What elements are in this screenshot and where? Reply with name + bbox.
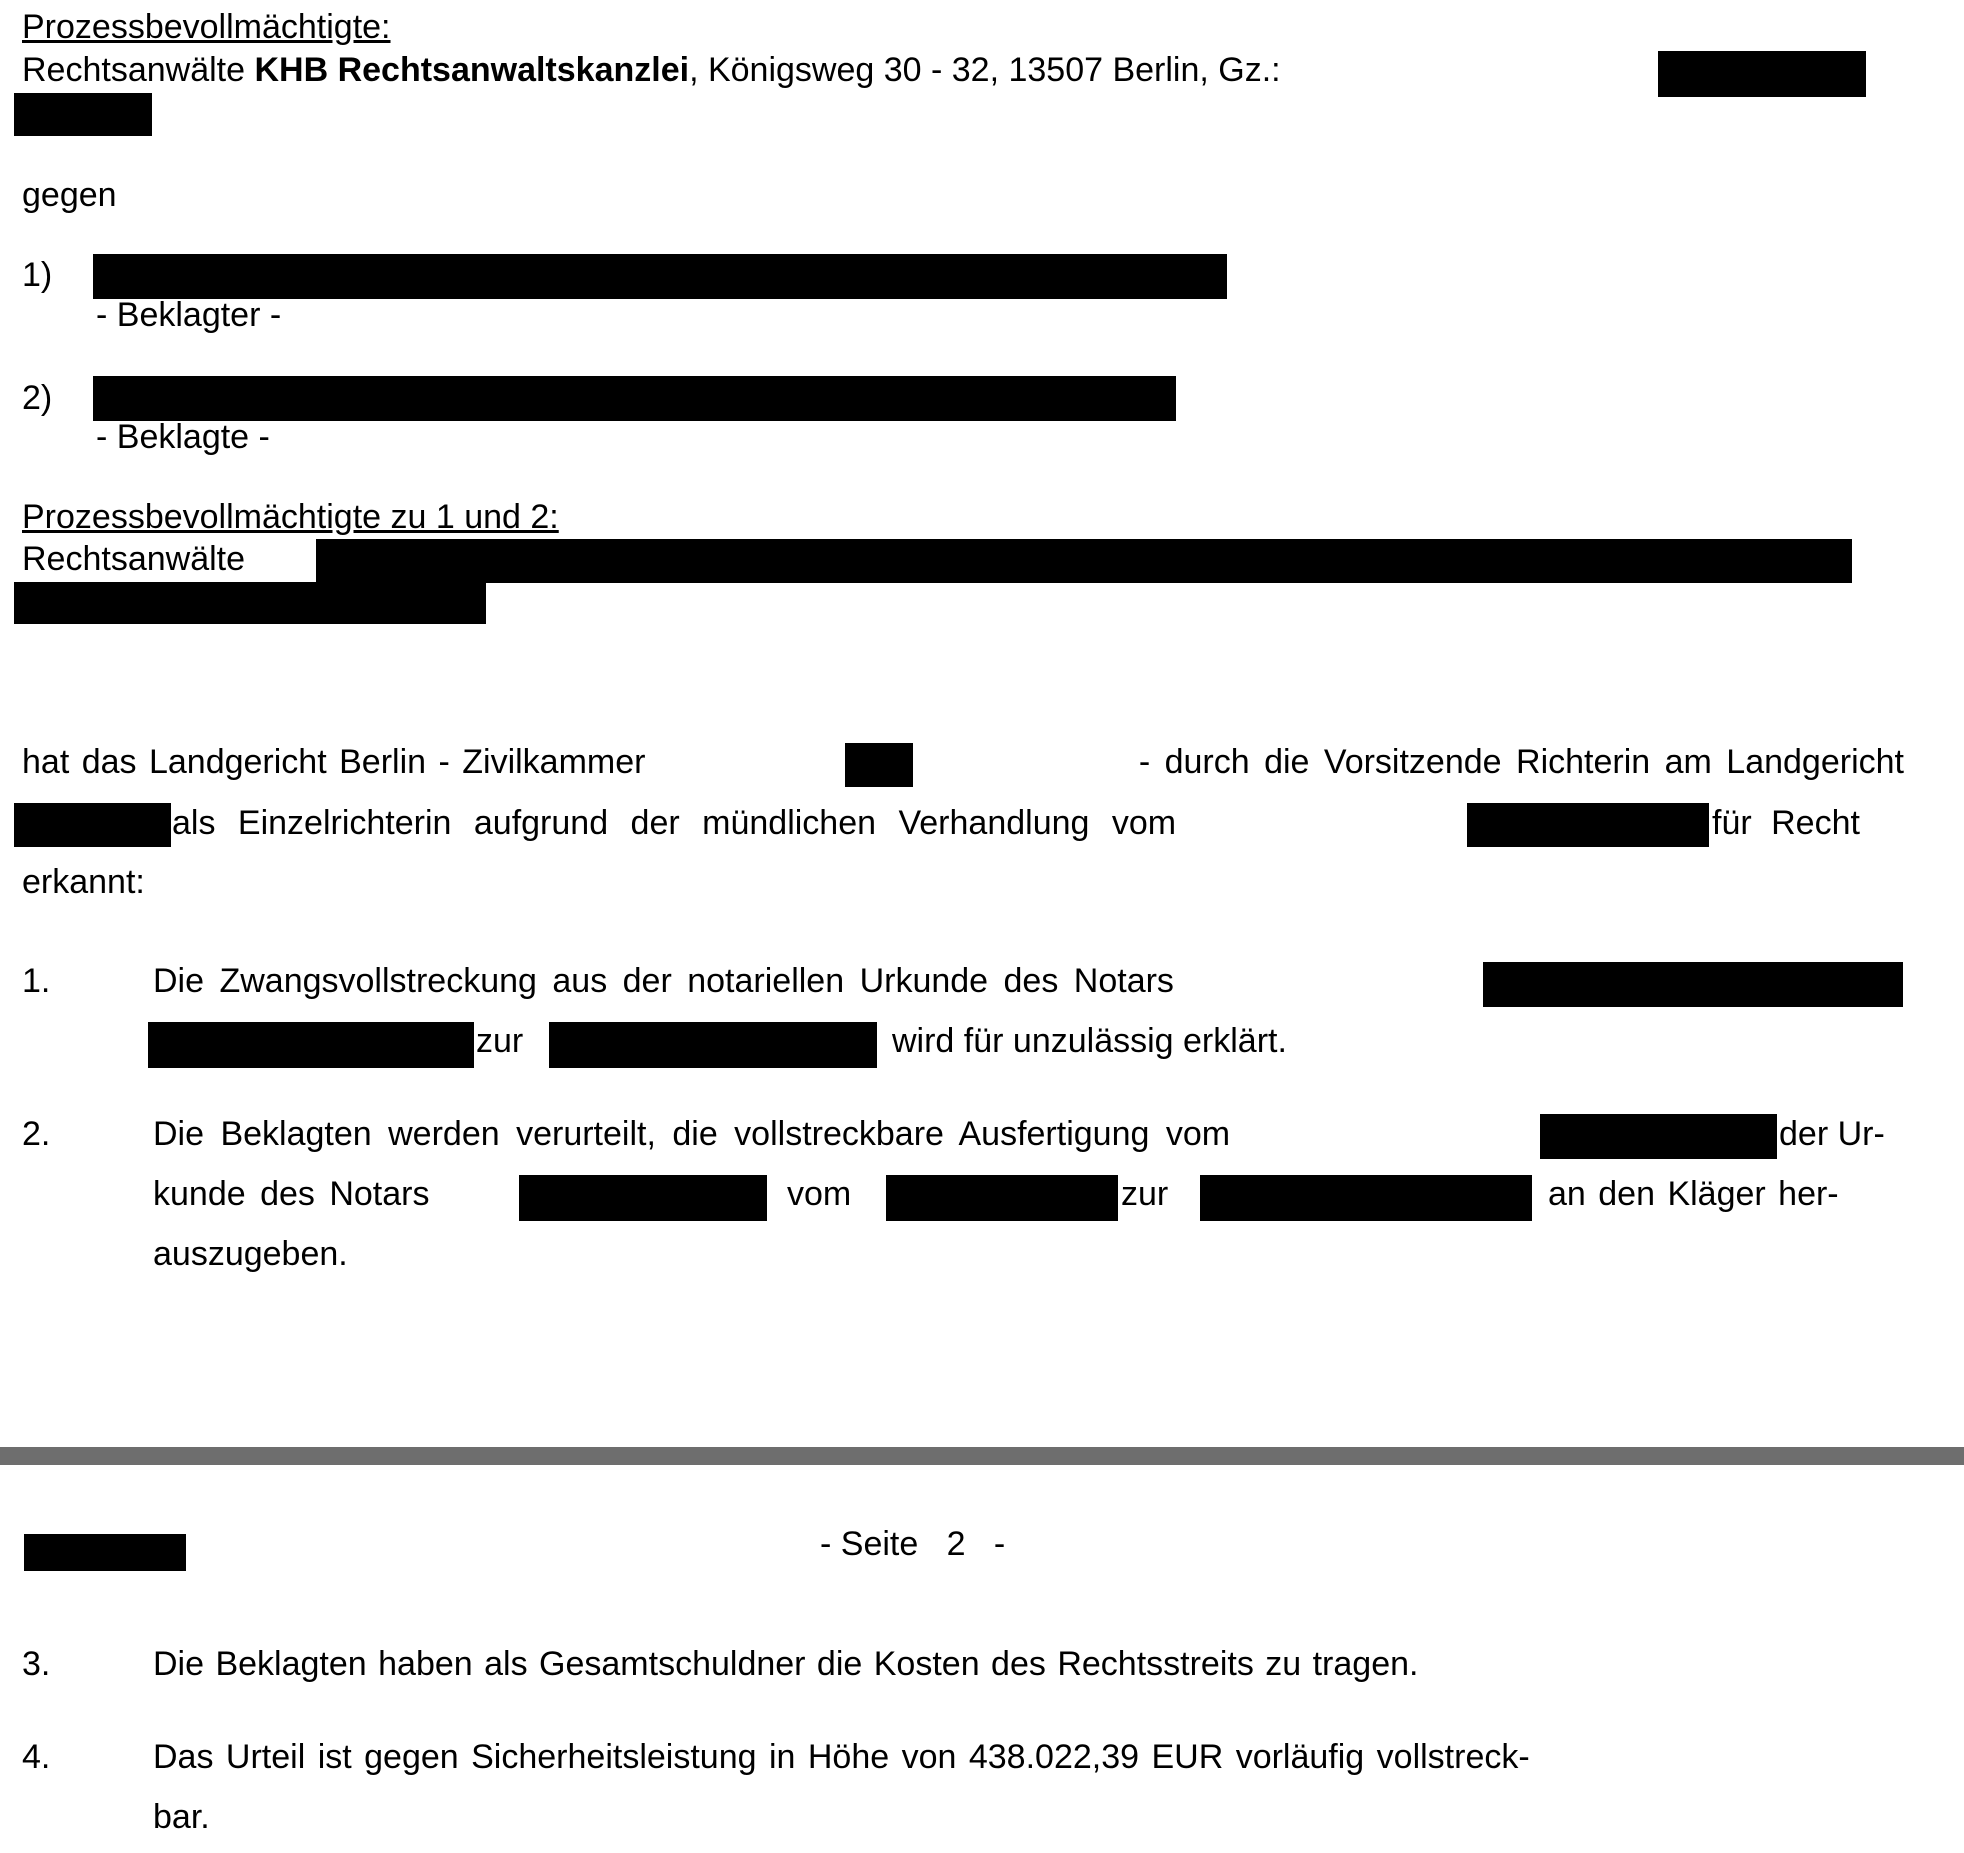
redaction-hearing-date [1467, 803, 1709, 847]
gegen-label: gegen [22, 176, 117, 214]
redaction-deed-date [886, 1175, 1118, 1221]
ruling-4-number: 4. [22, 1738, 51, 1776]
ruling-2-line-2a: kunde des Notars [153, 1175, 430, 1213]
page-divider [0, 1447, 1964, 1465]
redaction-file-number [1658, 51, 1866, 97]
page-number: - Seite 2 - [820, 1525, 1006, 1563]
ruling-4-line-2: bar. [153, 1798, 210, 1836]
redaction-issue-date [1540, 1114, 1777, 1159]
redaction-defendant-1 [93, 254, 1227, 299]
redaction-file-number-cont [14, 93, 152, 136]
court-intro-1a: hat das Landgericht Berlin - Zivilkammer [22, 743, 646, 781]
counsel-firm: KHB Rechtsanwaltskanzlei [254, 51, 690, 89]
redaction-deed-ref-2 [1200, 1175, 1532, 1221]
redaction-deed-number [148, 1022, 474, 1068]
ruling-2-vom: vom [787, 1175, 852, 1213]
redaction-judge [14, 803, 171, 847]
court-intro-2b: für Recht [1712, 804, 1860, 842]
ruling-2-number: 2. [22, 1115, 51, 1153]
court-intro-line-1 [22, 743, 1904, 782]
redaction-notary [1483, 962, 1903, 1007]
ruling-1-line-2: wird für unzulässig erklärt. [892, 1022, 1287, 1060]
redaction-page-header [24, 1534, 186, 1571]
defendant-1-role: - Beklagter - [96, 296, 282, 334]
counsel-address: , Königsweg 30 - 32, 13507 Berlin, Gz.: [689, 51, 1281, 89]
ruling-1-zur: zur [476, 1022, 524, 1060]
court-intro-3: erkannt: [22, 863, 145, 901]
redaction-notary-2 [519, 1175, 767, 1221]
redaction-defense-counsel-cont [14, 582, 486, 624]
counsel-prefix: Rechtsanwälte [22, 51, 246, 89]
ruling-3-number: 3. [22, 1645, 51, 1683]
defense-counsel-heading: Prozessbevollmächtigte zu 1 und 2: [22, 498, 559, 536]
defendant-2-number: 2) [22, 379, 53, 417]
ruling-2-zur: zur [1121, 1175, 1169, 1213]
redaction-deed-ref [549, 1022, 877, 1068]
defense-counsel-prefix: Rechtsanwälte [22, 540, 246, 578]
counsel-heading: Prozessbevollmächtigte: [22, 8, 391, 46]
redaction-defendant-2 [93, 376, 1176, 421]
ruling-2-line-1b: der Ur- [1779, 1115, 1885, 1153]
defendant-2-role: - Beklagte - [96, 418, 270, 456]
ruling-1-line-1: Die Zwangsvollstreckung aus der notariellen Urkunde des Notars [153, 962, 1174, 1000]
ruling-3-text: Die Beklagten haben als Gesamtschuldner die Kosten des Rechtsstreits zu tragen. [153, 1645, 1419, 1683]
court-intro-1b: - durch die Vorsitzende Richterin am Landgericht [1138, 743, 1904, 781]
counsel-line [22, 51, 1281, 90]
ruling-2-line-1a: Die Beklagten werden verurteilt, die vollstreckbare Ausfertigung vom [153, 1115, 1231, 1153]
redaction-defense-counsel [316, 539, 1852, 583]
defendant-1-number: 1) [22, 256, 53, 294]
ruling-4-line-1: Das Urteil ist gegen Sicherheitsleistung in Höhe von 438.022,39 EUR vorläufig vollstreck- [153, 1738, 1530, 1776]
redaction-chamber [845, 743, 913, 787]
ruling-2-line-2d: an den Kläger her- [1548, 1175, 1839, 1213]
ruling-2-line-3: auszugeben. [153, 1235, 348, 1273]
ruling-1-number: 1. [22, 962, 51, 1000]
court-intro-2a: als Einzelrichterin aufgrund der mündlichen Verhandlung vom [172, 804, 1177, 842]
